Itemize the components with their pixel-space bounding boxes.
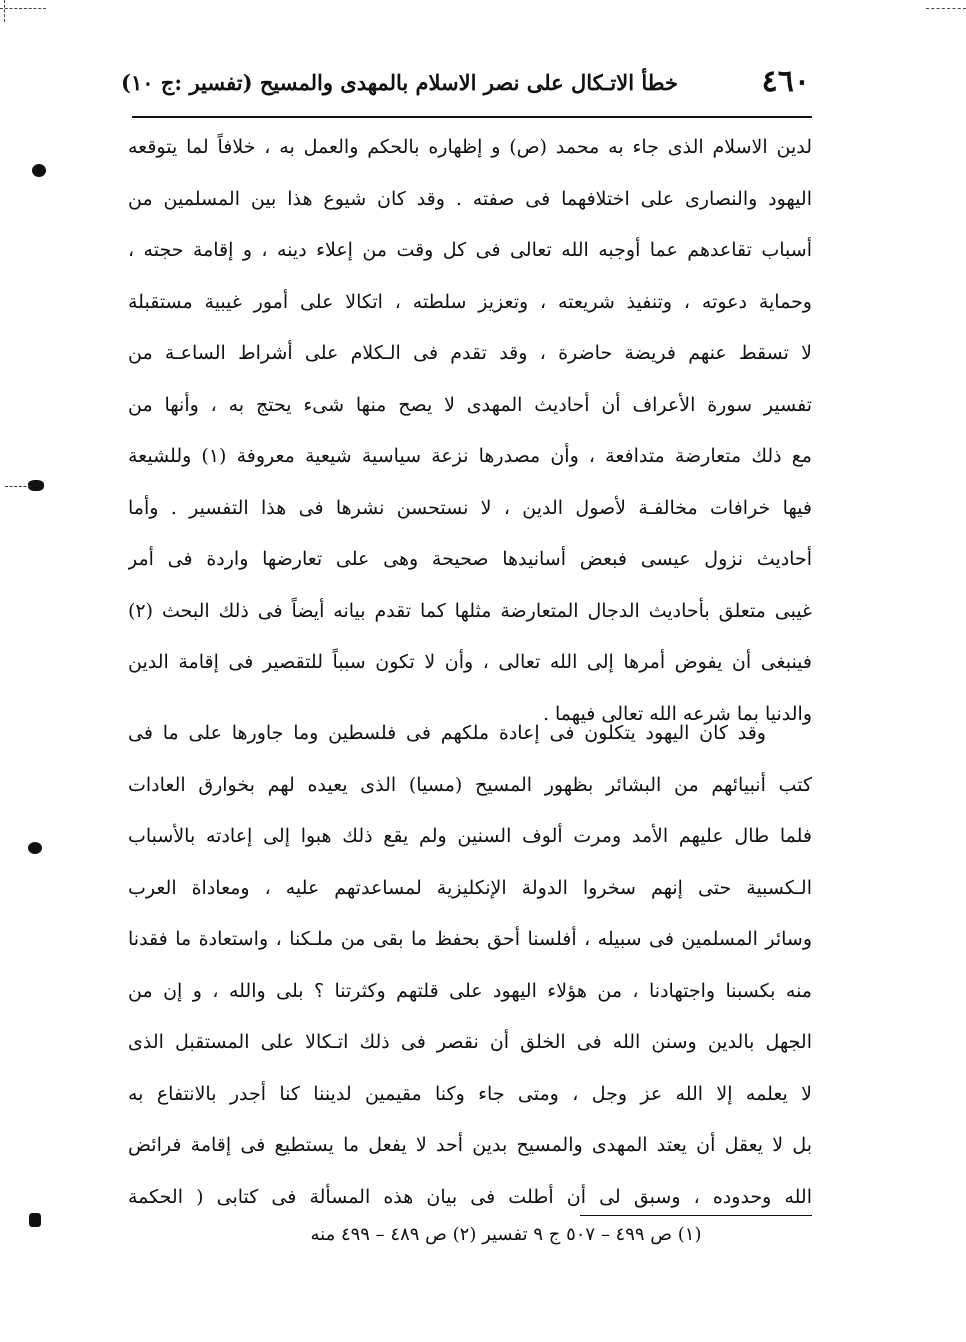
text-line: وحماية دعوته ، وتنفيذ شريعته ، وتعزيز سلطته ، اتكالا على أمور غيبية مستقبلة — [128, 290, 812, 313]
text-line: لا تسقط عنهم فريضة حاضرة ، وقد تقدم فى الـكلام على أشراط الساعـة من — [128, 342, 812, 364]
text-line: كتب أنبيائهم من البشائر بظهور المسيح (مسيا) الذى يعيده لهم بخوارق العادات — [128, 773, 812, 796]
text-line: لا يعلمه إلا الله عز وجل ، ومتى جاء وكنا مقيمين لديننا كنا أجدر بالانتفاع به — [128, 1082, 812, 1105]
binding-hole-mark — [32, 164, 46, 177]
text-line: لدين الاسلام الذى جاء به محمد (ص) و إظهاره بالحكم والعمل به ، خلافاً لما يتوقعه — [128, 136, 812, 158]
text-line: اليهود والنصارى على اختلافهما فى صفته . وقد كان شيوع هذا بين المسلمين من — [128, 187, 812, 210]
text-line: غيبى متعلق بأحاديث الدجال المتعارضة مثلها كما تقدم بيانه أيضاً فى ذلك البحث (٢) — [128, 599, 812, 622]
text-line: مع ذلك متعارضة متدافعة ، وأن مصدرها نزعة سياسية شيعية معروفة (١) وللشيعة — [128, 445, 812, 467]
binding-hole-mark — [28, 842, 42, 854]
text-line: وقد كان اليهود يتكلون فى إعادة ملكهم فى فلسطين وما جاورها على ما فى — [128, 722, 766, 744]
text-line: فلما طال عليهم الأمد ومرت ألوف السنين ولم يقع ذلك هبوا إلى إعادته بالأسباب — [128, 825, 812, 847]
text-line: الـكسبية حتى إنهم سخروا الدولة الإنكليزية لمساعدتهم عليه ، ومعاداة العرب — [128, 876, 812, 899]
text-line: فينبغى أن يفوض أمرها إلى الله تعالى ، وأن لا تكون سبباً للتقصير فى إقامة الدين — [128, 651, 812, 673]
paragraph-1 — [128, 122, 812, 740]
crop-mark-top-right — [926, 8, 966, 9]
text-line: تفسير سورة الأعراف أن أحاديث المهدى لا يصح منها شىء يحتج به ، وأنها من — [128, 393, 812, 416]
footnote-rule — [580, 1215, 812, 1216]
crop-tick-top-left — [4, 0, 5, 22]
text-line: بل لا يعقل أن يعتد المهدى والمسيح بدين أحد لا يفعل ما يستطيع فى إقامة فرائض — [128, 1134, 812, 1156]
page-number: ٤٦٠ — [761, 64, 810, 99]
header-rule — [132, 116, 812, 118]
text-line: منه بكسبنا واجتهادنا ، من هؤلاء اليهود على قلتهم وكثرتنا ؟ بلى والله ، و إن من — [128, 979, 812, 1002]
text-line: فيها خرافات مخالفـة لأصول الدين ، لا نستحسن نشرها فى هذا التفسير . وأما — [128, 496, 812, 519]
text-line: الله وحدوده ، وسبق لى أن أطلت فى بيان هذه المسألة فى كتابى ( الحكمة — [128, 1185, 812, 1208]
text-line: أحاديث نزول عيسى فبعض أسانيدها صحيحة وهى على تعارضها واردة فى أمر — [128, 548, 812, 570]
text-line: أسباب تقاعدهم عما أوجبه الله تعالى فى كل وقت من إعلاء دينه ، و إقامة حجته ، — [128, 239, 812, 261]
text-line: الجهل بالدين وسنن الله فى الخلق أن نقصر فى ذلك اتـكالا على المستقبل الذى — [128, 1031, 812, 1053]
paragraph-2 — [128, 708, 812, 1223]
running-title: خطأ الاتـكال على نصر الاسلام بالمهدى والمسيح (تفسير :ج ١٠) — [121, 70, 678, 95]
binding-hole-mark — [29, 1213, 41, 1227]
scan-artifact-line — [5, 486, 31, 487]
page-header — [121, 58, 810, 108]
footnote: (١) ص ٤٩٩ – ٥٠٧ ج ٩ تفسير (٢) ص ٤٨٩ – ٤٩٩ منه — [310, 1224, 702, 1245]
crop-mark-top-left — [0, 8, 46, 9]
text-line: وسائر المسلمين فى سبيله ، أفلسنا أحق بحفظ ما بقى من ملـكنا ، واستعادة ما فقدنا — [128, 928, 812, 950]
text-line: والدنيا بما شرعه الله تعالى فيهما . — [542, 702, 812, 725]
